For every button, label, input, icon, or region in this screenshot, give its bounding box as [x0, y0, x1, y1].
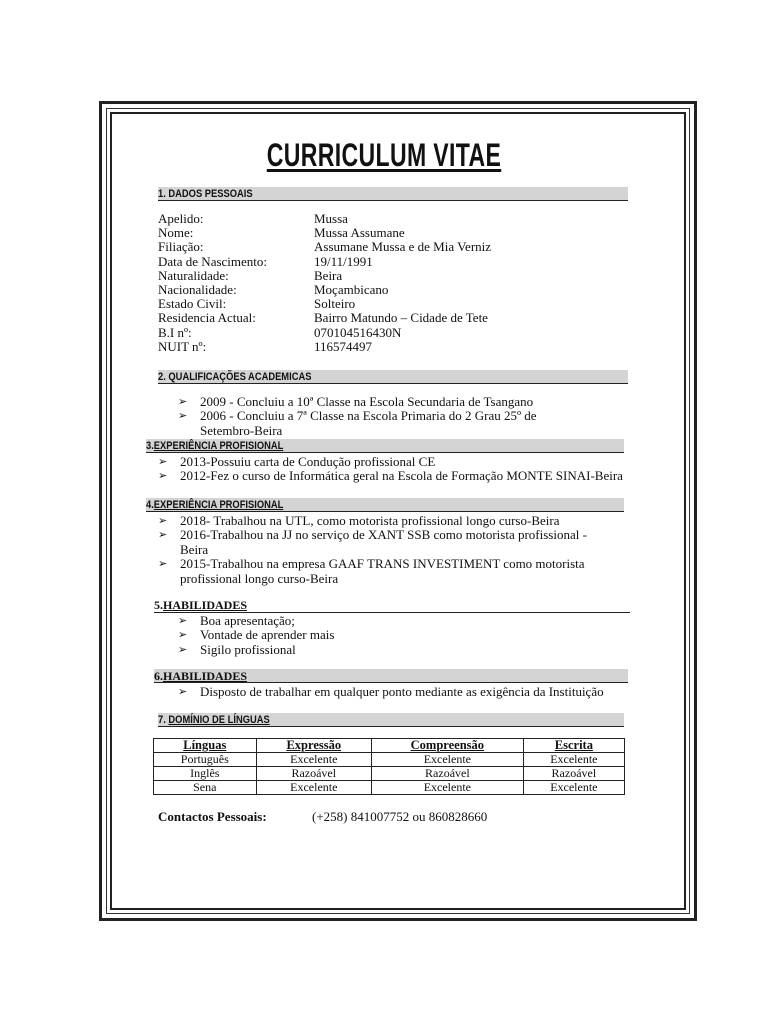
field-value: 070104516430N [314, 324, 402, 340]
section-header-experience-2 [146, 498, 624, 512]
list-item: ➢ 2006 - Concluiu a 7ª Classe na Escola Primaria do 2 Grau 25º de Setembro-Beira [178, 408, 537, 438]
list-item: ➢ 2013-Possuiu carta de Condução profissional CE [158, 454, 436, 469]
arrow-right-bullet-icon: ➢ [178, 628, 188, 642]
skills-list-2 [178, 685, 638, 699]
table-cell: Excelente [523, 753, 624, 767]
section-label: EXPERIÊNCIA PROFISIONAL [153, 440, 284, 452]
field-label: Data de Nascimento: [158, 253, 268, 269]
section-number: 5. [154, 598, 163, 612]
field-label: Apelido: [158, 211, 204, 226]
column-header: Compreensão [372, 739, 524, 753]
arrow-right-bullet-icon: ➢ [158, 528, 168, 542]
document-title: CURRICULUM VITAE [266, 137, 502, 173]
list-item: ➢ 2016-Trabalhou na JJ no serviço de XANT SSB como motorista profissional - Beira [158, 527, 587, 557]
experience-list-2 [158, 514, 598, 586]
section-label: EXPERIÊNCIA PROFISIONAL [153, 499, 284, 511]
section-label: DADOS PESSOAIS [168, 188, 253, 200]
personal-data-list [158, 212, 491, 354]
personal-row-nome [158, 226, 491, 240]
section-header-personal-data [158, 187, 628, 201]
field-value: Moçambicano [314, 282, 389, 298]
table-cell: Excelente [256, 781, 371, 795]
personal-row-nuit [158, 340, 491, 354]
column-header: Escrita [523, 739, 624, 753]
languages-table [153, 738, 625, 795]
section-number: 6. [154, 669, 163, 683]
arrow-right-bullet-icon: ➢ [178, 642, 188, 656]
list-item: ➢ 2009 - Concluiu a 10ª Classe na Escola Secundaria de Tsangano [178, 394, 534, 409]
field-label: Filiação: [158, 239, 204, 255]
field-value: Beira [314, 267, 343, 283]
contacts-line [158, 809, 487, 825]
arrow-right-bullet-icon: ➢ [158, 514, 168, 527]
personal-row-bi [158, 326, 491, 340]
table-cell: Português [154, 753, 257, 767]
table-cell: Sena [154, 781, 257, 795]
section-number: 4. [146, 499, 154, 511]
table-cell: Razoável [523, 767, 624, 781]
skills-list-1 [178, 614, 578, 657]
list-item: ➢ 2012-Fez o curso de Informática geral na Escola de Formação MONTE SINAI-Beira [158, 468, 623, 484]
personal-row-residence [158, 311, 491, 325]
table-cell: Excelente [372, 753, 524, 767]
arrow-right-bullet-icon: ➢ [178, 409, 188, 423]
field-value: 116574497 [314, 338, 373, 354]
personal-row-civil-status [158, 297, 491, 311]
table-cell: Razoável [256, 767, 371, 781]
arrow-right-bullet-icon: ➢ [158, 455, 168, 468]
personal-row-birthdate [158, 255, 491, 269]
table-cell: Razoável [372, 767, 524, 781]
table-cell: Excelente [256, 753, 371, 767]
list-item: ➢ Vontade de aprender mais [178, 627, 335, 643]
table-row [154, 781, 625, 795]
section-header-skills-1 [154, 598, 630, 613]
column-header: Expressão [256, 739, 371, 753]
section-label: HABILIDADES [163, 669, 248, 683]
section-header-languages [158, 713, 624, 727]
contacts-value: (+258) 841007752 ou 860828660 [312, 809, 488, 824]
experience-list-1 [158, 455, 628, 484]
academic-list [178, 395, 568, 438]
field-label: Naturalidade: [158, 267, 229, 283]
field-value: Assumane Mussa e de Mia Verniz [314, 239, 492, 255]
personal-row-apelido [158, 212, 491, 226]
column-header: Línguas [154, 739, 257, 753]
field-value: Mussa Assumane [314, 225, 405, 241]
section-header-experience-1 [146, 439, 624, 453]
arrow-right-bullet-icon: ➢ [178, 685, 188, 698]
arrow-right-bullet-icon: ➢ [158, 557, 168, 571]
table-cell: Excelente [523, 781, 624, 795]
table-cell: Inglês [154, 767, 257, 781]
list-item: ➢ 2018- Trabalhou na UTL, como motorista profissional longo curso-Beira [158, 513, 560, 528]
list-item: ➢ Boa apresentação; [178, 613, 295, 628]
list-item: ➢ 2015-Trabalhou na empresa GAAF TRANS INVESTIMENT como motorista profissional longo curso-Beira [158, 556, 585, 586]
section-number: 7. [158, 714, 166, 726]
field-value: Solteiro [314, 296, 356, 312]
personal-row-naturalidade [158, 269, 491, 283]
field-label: Residencia Actual: [158, 310, 256, 326]
contacts-label: Contactos Pessoais: [158, 809, 267, 824]
section-label: QUALIFICAÇÕES ACADEMICAS [168, 371, 312, 383]
field-label: Estado Civil: [158, 296, 227, 312]
field-label: Nome: [158, 225, 194, 241]
field-value: 19/11/1991 [314, 253, 373, 269]
table-header-row [154, 739, 625, 753]
section-number: 1. [158, 188, 166, 200]
personal-row-filiacao [158, 240, 491, 254]
section-header-academic [158, 370, 628, 384]
section-label: DOMÍNIO DE LÍNGUAS [168, 714, 270, 726]
section-header-skills-2 [154, 669, 628, 683]
list-item: ➢ Disposto de trabalhar em qualquer ponto mediante as exigência da Instituição [178, 684, 604, 699]
section-number: 2. [158, 371, 166, 383]
arrow-right-bullet-icon: ➢ [178, 614, 188, 627]
section-number: 3. [146, 440, 154, 452]
list-item: ➢ Sigilo profissional [178, 641, 296, 657]
table-row [154, 767, 625, 781]
field-label: Nacionalidade: [158, 282, 237, 298]
field-label: B.I nº: [158, 324, 192, 340]
personal-row-nacionalidade [158, 283, 491, 297]
arrow-right-bullet-icon: ➢ [178, 395, 188, 408]
field-value: Bairro Matundo – Cidade de Tete [314, 310, 488, 326]
arrow-right-bullet-icon: ➢ [158, 469, 168, 483]
table-row [154, 753, 625, 767]
table-cell: Excelente [372, 781, 524, 795]
field-value: Mussa [314, 211, 348, 226]
field-label: NUIT nº: [158, 338, 207, 354]
section-label: HABILIDADES [163, 598, 248, 612]
